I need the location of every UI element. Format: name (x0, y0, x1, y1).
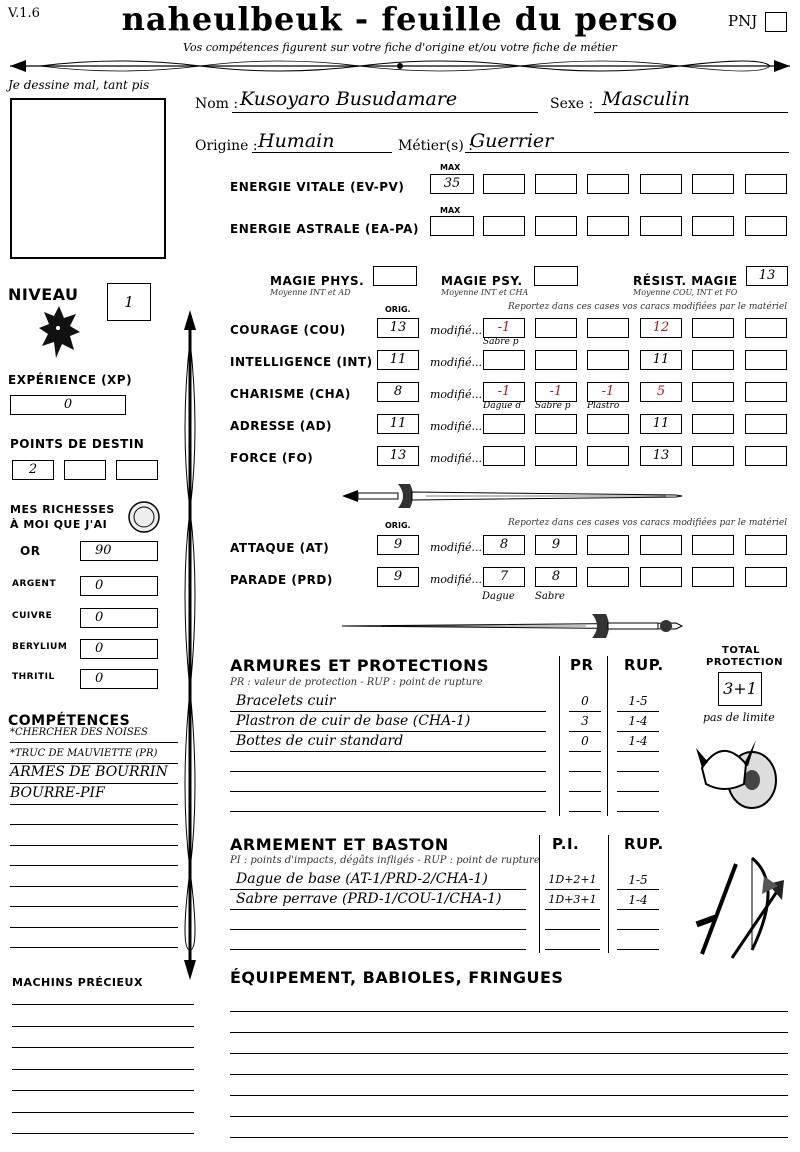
armure-line (230, 751, 546, 752)
nom-value[interactable]: Kusoyaro Busudamare (240, 88, 458, 110)
experience-cell[interactable]: 0 (10, 395, 126, 415)
carac-mod-cell[interactable]: -1 (483, 382, 525, 402)
equipement-line (230, 1137, 788, 1138)
arme-pi-line (545, 949, 600, 950)
armure-line (230, 791, 546, 792)
armures-title: ARMURES ET PROTECTIONS (230, 656, 489, 675)
armures-sep-2 (607, 656, 608, 816)
caracs-note: Reportez dans ces cases vos caracs modifiées par le matériel (508, 302, 788, 312)
armement-sep-1 (539, 835, 540, 953)
carac-label: CHARISME (CHA) (230, 387, 351, 401)
arme-name[interactable]: Dague de base (AT-1/PRD-2/CHA-1) (236, 871, 488, 887)
armure-line (230, 811, 546, 812)
armure-rup[interactable]: 1-5 (628, 694, 648, 708)
combat-mod-cell[interactable] (692, 535, 734, 555)
arme-pi-line (545, 909, 600, 910)
armures-sep-1 (559, 656, 560, 816)
carac-modif-label: modifié... (430, 324, 482, 337)
richesse-value[interactable]: 0 (80, 608, 158, 628)
resist-magie-label: RÉSIST. MAGIE (633, 274, 738, 288)
richesses-label-2: À MOI QUE J'AI (10, 518, 108, 531)
armement-sub: PI : points d'impacts, dégâts infligés - RUP : point de rupture (230, 855, 540, 866)
ea-cell-4[interactable] (640, 216, 682, 236)
pnj-checkbox[interactable] (765, 12, 787, 32)
combat-mod-cell[interactable]: 9 (535, 535, 577, 555)
carac-mod-cell[interactable] (692, 414, 734, 434)
magie-phys-cell[interactable] (373, 266, 417, 286)
ev-cell-1[interactable] (483, 174, 525, 194)
armement-title: ARMEMENT ET BASTON (230, 835, 449, 854)
armure-name[interactable]: Plastron de cuir de base (CHA-1) (236, 713, 471, 729)
metier-value[interactable]: Guerrier (470, 130, 554, 152)
competence-item[interactable]: ARMES DE BOURRIN (10, 764, 168, 780)
combat-orig-label: ORIG. (385, 521, 411, 530)
carac-modif-label: modifié... (430, 356, 482, 369)
richesse-value[interactable]: 0 (80, 576, 158, 596)
caracs-orig-label: ORIG. (385, 305, 411, 314)
carac-under-note: Sabre p (535, 401, 571, 411)
arme-rup-line (617, 889, 659, 890)
carac-mod-cell[interactable] (587, 446, 629, 466)
armure-rup-line (617, 811, 659, 812)
equipement-title: ÉQUIPEMENT, BABIOLES, FRINGUES (230, 968, 564, 987)
competence-line (10, 927, 178, 928)
armure-line (230, 771, 546, 772)
carac-mod-cell[interactable] (483, 446, 525, 466)
arme-pi-line (545, 889, 600, 890)
armure-pr[interactable]: 0 (581, 694, 589, 708)
carac-mod-cell[interactable] (587, 414, 629, 434)
carac-mod-cell[interactable] (535, 414, 577, 434)
ea-max-cell[interactable] (430, 216, 474, 236)
magie-phys-label: MAGIE PHYS. (270, 274, 365, 288)
ev-cell-5[interactable] (692, 174, 734, 194)
ev-cell-4[interactable] (640, 174, 682, 194)
carac-label: COURAGE (COU) (230, 323, 346, 337)
destin-cell-3[interactable] (116, 460, 158, 480)
combat-label: ATTAQUE (AT) (230, 541, 330, 555)
armure-name[interactable]: Bottes de cuir standard (236, 733, 404, 749)
carac-mod-cell[interactable] (692, 350, 734, 370)
nom-label: Nom : (195, 96, 239, 112)
origine-label: Origine : (195, 138, 258, 154)
sexe-line (594, 112, 788, 113)
armure-pr[interactable]: 0 (581, 734, 589, 748)
armement-col-pi: P.I. (552, 835, 580, 853)
armure-rup-line (617, 791, 659, 792)
machin-line (12, 1090, 194, 1091)
competence-line (10, 947, 178, 948)
combat-mod-cell[interactable] (692, 567, 734, 587)
ea-cell-5[interactable] (692, 216, 734, 236)
sexe-value[interactable]: Masculin (602, 88, 690, 110)
armure-line (230, 731, 546, 732)
carac-mod-cell[interactable]: -1 (483, 318, 525, 338)
equipement-line (230, 1032, 788, 1033)
arme-line (230, 889, 526, 890)
arme-rup-line (617, 929, 659, 930)
dragon-icon (34, 302, 84, 364)
nom-line (232, 112, 538, 113)
richesse-value[interactable]: 0 (80, 639, 158, 659)
machin-line (12, 1047, 194, 1048)
portrait-box[interactable] (10, 98, 166, 259)
richesse-value[interactable]: 90 (80, 541, 158, 561)
carac-mod-cell[interactable]: -1 (587, 382, 629, 402)
armure-pr[interactable]: 3 (581, 714, 589, 728)
carac-mod-cell[interactable] (692, 382, 734, 402)
magie-psy-cell[interactable] (534, 266, 578, 286)
carac-orig[interactable]: 11 (377, 350, 419, 370)
arme-rup[interactable]: 1-5 (628, 873, 648, 887)
combat-mod-cell[interactable] (587, 567, 629, 587)
portrait-caption: Je dessine mal, tant pis (8, 78, 150, 92)
armement-sep-2 (608, 835, 609, 953)
total-protection-label-1: TOTAL (722, 645, 760, 656)
total-protection-cell[interactable]: 3+1 (718, 672, 762, 706)
carac-mod-cell[interactable] (483, 414, 525, 434)
ev-cell-6[interactable] (745, 174, 787, 194)
armure-rup-line (617, 711, 659, 712)
competence-line (10, 886, 178, 887)
richesse-label: CUIVRE (12, 611, 53, 621)
carac-orig[interactable]: 13 (377, 446, 419, 466)
machin-line (12, 1004, 194, 1005)
metier-label: Métier(s) : (398, 138, 473, 154)
carac-orig[interactable]: 11 (377, 414, 419, 434)
armure-rup[interactable]: 1-4 (628, 714, 648, 728)
ev-max-label: MAX (440, 163, 461, 172)
carac-mod-cell[interactable] (745, 414, 787, 434)
armure-pr-line (569, 791, 601, 792)
ev-cell-3[interactable] (587, 174, 629, 194)
arme-rup[interactable]: 1-4 (628, 893, 648, 907)
competences-label: COMPÉTENCES (8, 713, 131, 729)
armures-col-rup: RUP. (624, 656, 664, 674)
ea-cell-6[interactable] (745, 216, 787, 236)
competence-item[interactable]: *CHERCHER DES NOISES (10, 727, 148, 738)
armure-rup-line (617, 731, 659, 732)
armement-col-rup: RUP. (624, 835, 664, 853)
richesses-label-1: MES RICHESSES (10, 503, 115, 516)
combat-label: PARADE (PRD) (230, 573, 333, 587)
combat-under-sabre: Sabre (535, 591, 565, 602)
carac-mod-cell[interactable] (745, 446, 787, 466)
carac-mod-cell[interactable]: -1 (535, 382, 577, 402)
armure-rup-line (617, 771, 659, 772)
niveau-label: NIVEAU (8, 285, 79, 304)
armure-pr-line (569, 711, 601, 712)
machin-line (12, 1112, 194, 1113)
arme-rup-line (617, 949, 659, 950)
combat-modif-label: modifié... (430, 541, 482, 554)
origine-value[interactable]: Humain (258, 130, 335, 152)
richesse-label: THRITIL (12, 672, 55, 682)
carac-mod-cell[interactable] (535, 350, 577, 370)
resist-magie-cell[interactable]: 13 (746, 266, 788, 286)
combat-orig[interactable]: 9 (377, 567, 419, 587)
richesse-label: BERYLIUM (12, 642, 68, 652)
carac-mod-cell[interactable]: 11 (640, 414, 682, 434)
armure-pr-line (569, 731, 601, 732)
arme-name[interactable]: Sabre perrave (PRD-1/COU-1/CHA-1) (236, 891, 502, 907)
pnj-label: PNJ (728, 12, 758, 30)
carac-mod-cell[interactable] (745, 318, 787, 338)
arme-pi-line (545, 929, 600, 930)
carac-mod-cell[interactable] (745, 382, 787, 402)
carac-orig[interactable]: 13 (377, 318, 419, 338)
carac-mod-cell[interactable]: 11 (640, 350, 682, 370)
magie-psy-label: MAGIE PSY. (441, 274, 523, 288)
armure-rup-line (617, 751, 659, 752)
ea-label: ENERGIE ASTRALE (EA-PA) (230, 222, 419, 236)
carac-mod-cell[interactable]: 13 (640, 446, 682, 466)
carac-mod-cell[interactable] (745, 350, 787, 370)
origine-line (252, 152, 392, 153)
carac-mod-cell[interactable] (692, 318, 734, 338)
carac-modif-label: modifié... (430, 420, 482, 433)
armures-col-pr: PR (570, 656, 594, 674)
equipement-line (230, 1053, 788, 1054)
weapons-icon (692, 854, 788, 962)
competence-line (10, 742, 178, 743)
competence-line (10, 824, 178, 825)
armures-sub: PR : valeur de protection - RUP : point de rupture (230, 677, 483, 688)
coin-icon (127, 500, 161, 534)
combat-under-dague: Dague (482, 591, 515, 602)
competence-item[interactable]: BOURRE-PIF (10, 784, 105, 801)
carac-under-note: Sabre p (483, 337, 519, 347)
combat-mod-cell[interactable]: 8 (535, 567, 577, 587)
carac-under-note: Dague d (483, 401, 522, 411)
destin-cell-2[interactable] (64, 460, 106, 480)
combat-mod-cell[interactable] (640, 535, 682, 555)
carac-mod-cell[interactable] (483, 350, 525, 370)
ev-cell-2[interactable] (535, 174, 577, 194)
carac-mod-cell[interactable] (535, 318, 577, 338)
combat-mod-cell[interactable] (745, 567, 787, 587)
equipement-line (230, 1095, 788, 1096)
richesse-label: OR (20, 544, 41, 558)
carac-label: FORCE (FO) (230, 451, 314, 465)
pas-de-limite-label: pas de limite (703, 711, 775, 724)
ea-cell-3[interactable] (587, 216, 629, 236)
niveau-cell[interactable]: 1 (107, 283, 151, 321)
arme-line (230, 909, 526, 910)
equipement-line (230, 1116, 788, 1117)
combat-mod-cell[interactable]: 8 (483, 535, 525, 555)
machins-label: MACHINS PRÉCIEUX (12, 976, 143, 989)
magie-phys-sub: Moyenne INT et AD (270, 288, 351, 297)
carac-mod-cell[interactable]: 5 (640, 382, 682, 402)
ea-max-label: MAX (440, 206, 461, 215)
carac-modif-label: modifié... (430, 452, 482, 465)
richesse-value[interactable]: 0 (80, 669, 158, 689)
combat-mod-cell[interactable] (745, 535, 787, 555)
machin-line (12, 1026, 194, 1027)
ea-cell-2[interactable] (535, 216, 577, 236)
combat-mod-cell[interactable] (587, 535, 629, 555)
carac-orig[interactable]: 8 (377, 382, 419, 402)
competence-line (10, 845, 178, 846)
sexe-label: Sexe : (550, 96, 594, 112)
competence-item[interactable]: *TRUC DE MAUVIETTE (PR) (10, 747, 158, 759)
total-protection-label-2: PROTECTION (706, 657, 783, 668)
carac-label: INTELLIGENCE (INT) (230, 355, 373, 369)
carac-label: ADRESSE (AD) (230, 419, 333, 433)
combat-mod-cell[interactable]: 7 (483, 567, 525, 587)
armure-pr-line (569, 771, 601, 772)
combat-orig[interactable]: 9 (377, 535, 419, 555)
arme-line (230, 929, 526, 930)
competence-line (10, 804, 178, 805)
spear-banner-ornament (0, 52, 800, 80)
metier-line (465, 152, 789, 153)
carac-modif-label: modifié... (430, 388, 482, 401)
machin-line (12, 1069, 194, 1070)
sword-ornament-1 (336, 478, 686, 514)
armure-line (230, 711, 546, 712)
destin-cell-1[interactable]: 2 (12, 460, 54, 480)
combat-mod-cell[interactable] (640, 567, 682, 587)
ev-max-cell[interactable]: 35 (430, 174, 474, 194)
ev-label: ENERGIE VITALE (EV-PV) (230, 180, 405, 194)
sheet-title: naheulbeuk - feuille du perso (121, 0, 679, 38)
carac-mod-cell[interactable] (535, 446, 577, 466)
resist-magie-sub: Moyenne COU, INT et FO (633, 288, 738, 297)
version-label: V.1.6 (8, 6, 40, 21)
carac-mod-cell[interactable] (587, 350, 629, 370)
arme-rup-line (617, 909, 659, 910)
carac-mod-cell[interactable] (692, 446, 734, 466)
arme-pi[interactable]: 1D+3+1 (548, 893, 597, 906)
equipement-line (230, 1011, 788, 1012)
competence-line (10, 906, 178, 907)
armure-rup[interactable]: 1-4 (628, 734, 648, 748)
destin-label: POINTS DE DESTIN (10, 437, 145, 451)
armure-pr-line (569, 751, 601, 752)
experience-label: EXPÉRIENCE (XP) (8, 373, 133, 387)
arme-pi[interactable]: 1D+2+1 (548, 873, 597, 886)
carac-mod-cell[interactable] (587, 318, 629, 338)
sword-ornament-2 (336, 608, 686, 644)
competence-line (10, 865, 178, 866)
equipement-line (230, 1074, 788, 1075)
arme-line (230, 949, 526, 950)
carac-mod-cell[interactable]: 12 (640, 318, 682, 338)
richesse-label: ARGENT (12, 579, 57, 589)
sheet-subtitle: Vos compétences figurent sur votre fiche d'origine et/ou votre fiche de métier (183, 41, 617, 54)
ea-cell-1[interactable] (483, 216, 525, 236)
armure-name[interactable]: Bracelets cuir (236, 693, 336, 709)
machin-line (12, 1133, 194, 1134)
vertical-spear-ornament (178, 310, 202, 980)
combat-note: Reportez dans ces cases vos caracs modifiées par le matériel (508, 518, 788, 528)
combat-modif-label: modifié... (430, 573, 482, 586)
magie-psy-sub: Moyenne INT et CHA (441, 288, 529, 297)
armure-pr-line (569, 811, 601, 812)
carac-under-note: Plastro (587, 401, 620, 411)
helmet-shield-icon (694, 728, 784, 812)
